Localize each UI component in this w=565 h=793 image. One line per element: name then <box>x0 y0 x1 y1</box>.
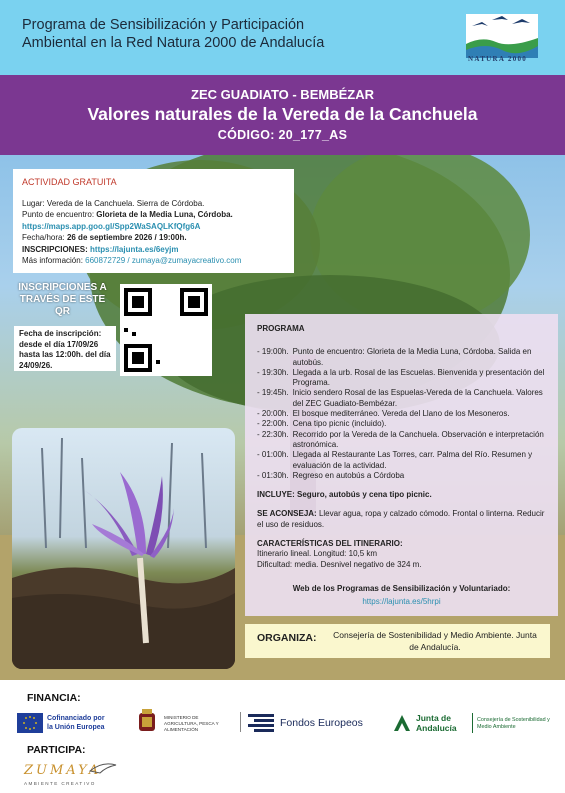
footer-divider <box>240 712 241 732</box>
ministry-text: MINISTERIO DE AGRICULTURA, PESCA Y ALIMENTACIÓN <box>164 715 219 732</box>
qr-label: INSCRIPCIONES A TRAVÉS DE ESTE QR <box>18 282 107 317</box>
web-link[interactable]: https://lajunta.es/5hrpi <box>362 597 441 607</box>
header-band <box>0 0 565 75</box>
fondos-europeos-logo <box>248 713 368 733</box>
registration-dates: Fecha de inscripción: desde el día 17/09/26 hasta las 12:00h. del día 24/09/26. <box>14 326 116 371</box>
signup-link[interactable]: https://lajunta.es/6eyjm <box>90 244 179 254</box>
qr-code-icon <box>124 288 208 372</box>
program-item-text: Llegada a la urb. Rosal de las Escuelas. Bienvenida y presentación del Programa. <box>292 367 545 388</box>
program-item-time: - 01:00h. <box>257 450 289 460</box>
program-item <box>257 368 546 389</box>
includes-value: Seguro, autobús y cena tipo picnic. <box>297 490 432 500</box>
advice-line <box>257 509 546 530</box>
zumaya-logo <box>24 757 124 787</box>
organizer-box <box>245 624 550 658</box>
flower-photo <box>12 428 235 669</box>
itinerary-block <box>257 539 546 570</box>
more-line <box>22 255 285 267</box>
junta-text: Junta de Andalucía <box>416 713 457 733</box>
program-item-text: Llegada al Restaurante Las Torres, carr. Palma del Río. Resumen y evaluación de la actividad. <box>292 450 533 470</box>
program-item-time: - 19:00h. <box>257 347 289 357</box>
place-label: Lugar: <box>22 198 45 208</box>
date-value: 26 de septiembre 2026 / 19:00h. <box>66 233 187 242</box>
program-item <box>257 409 546 419</box>
program-item <box>257 347 546 368</box>
title-banner <box>0 75 565 155</box>
program-item-time: - 22:00h. <box>257 419 289 429</box>
zumaya-sub: AMBIENTE CREATIVO <box>24 781 96 786</box>
crocus-flower-image <box>12 428 235 669</box>
includes-line <box>257 490 546 500</box>
fondos-europeos-icon <box>248 714 274 732</box>
itinerary-length: Itinerario lineal. Longitud: 10,5 km <box>257 549 378 559</box>
program-item-text: Regreso en autobús a Córdoba <box>292 470 405 480</box>
program-item-time: - 19:30h. <box>257 367 289 377</box>
activity-code: CÓDIGO: 20_177_AS <box>217 128 348 142</box>
spain-shield-icon <box>136 709 158 735</box>
natura-logo-text: NATURA 2000 <box>468 55 528 63</box>
activity-title: Valores naturales de la Vereda de la Canchuela <box>87 104 478 124</box>
program-item <box>257 450 546 471</box>
financia-label: FINANCIA: <box>27 692 81 704</box>
program-panel <box>245 314 558 616</box>
program-title: Programa de Sensibilización y Participación Ambiental en la Red Natura 2000 de Andalucía <box>22 17 325 51</box>
place-line <box>22 198 285 210</box>
fondos-text: Fondos Europeos <box>280 717 363 729</box>
program-item-text: El bosque mediterráneo. Vereda del Llano de los Mesoneros. <box>292 409 510 419</box>
program-item <box>257 419 546 429</box>
includes-label: INCLUYE: <box>257 490 295 500</box>
web-title: Web de los Programas de Sensibilización y Voluntariado: <box>292 583 511 593</box>
more-label: Más información: <box>22 256 83 265</box>
signup-label: INSCRIPCIONES: <box>22 244 88 254</box>
area-name: ZEC GUADIATO - BEMBÉZAR <box>191 87 374 102</box>
program-item-time: - 22:30h. <box>257 429 289 439</box>
map-link[interactable]: https://maps.app.goo.gl/Spp2WaSAQLKfQfg6A <box>22 221 201 231</box>
program-item <box>257 430 546 451</box>
program-item-text: Cena tipo picnic (incluido). <box>292 419 387 429</box>
organizer-label: ORGANIZA: <box>257 632 317 644</box>
junta-icon <box>392 713 412 733</box>
meeting-value: Glorieta de la Media Luna, Córdoba. <box>96 210 233 219</box>
bird-icon <box>88 759 118 777</box>
date-label: Fecha/hora: <box>22 233 65 242</box>
free-activity-label: ACTIVIDAD GRATUITA <box>22 177 117 187</box>
eu-flag-icon <box>17 713 43 733</box>
qr-code[interactable] <box>120 284 212 376</box>
itinerary-difficulty: Dificultad: media. Desnivel negativo de 324 m. <box>257 559 422 569</box>
eu-logo <box>17 713 109 733</box>
junta-logo <box>392 711 557 737</box>
zumaya-word: ZUMAYA <box>24 763 102 778</box>
signup-line <box>22 244 285 256</box>
program-item-text: Recorrido por la Vereda de la Canchuela. Observación e interpretación astronómica. <box>292 429 544 449</box>
organizer-value: Consejería de Sostenibilidad y Medio Ambiente. Junta de Andalucía. <box>333 630 537 652</box>
ministry-logo <box>136 709 228 735</box>
info-card <box>13 169 294 273</box>
program-heading: PROGRAMA <box>257 324 305 333</box>
program-item <box>257 471 546 481</box>
program-item-time: - 19:45h. <box>257 388 289 398</box>
date-line <box>22 232 285 244</box>
place-value: Vereda de la Canchuela. Sierra de Córdoba. <box>46 198 205 208</box>
program-item-time: - 20:00h. <box>257 409 289 419</box>
program-item-time: - 01:30h. <box>257 470 289 480</box>
program-item <box>257 388 546 409</box>
itinerary-label: CARACTERÍSTICAS DEL ITINERARIO: <box>257 539 403 549</box>
program-item-text: Punto de encuentro: Glorieta de la Media Luna, Córdoba. Salida en autobús. <box>292 347 532 367</box>
junta-divider <box>472 713 473 733</box>
program-list <box>257 347 546 481</box>
program-item-text: Inicio sendero Rosal de las Espuelas-Vereda de la Canchuela. Valores del ZEC Guadiato-Bembézar. <box>292 388 543 408</box>
eu-text: Cofinanciado por la Unión Europea <box>47 715 105 731</box>
meeting-line <box>22 209 285 221</box>
advice-value: Llevar agua, ropa y calzado cómodo. Frontal o linterna. Reducir el uso de residuos. <box>257 509 545 529</box>
meeting-label: Punto de encuentro: <box>22 210 95 219</box>
participa-label: PARTICIPA: <box>27 744 86 756</box>
contact-value[interactable]: 660872729 / zumaya@zumayacreativo.com <box>85 256 242 265</box>
consejeria-text: Consejería de Sostenibilidad y Medio Ambiente <box>477 717 550 730</box>
advice-label: SE ACONSEJA: <box>257 509 317 519</box>
